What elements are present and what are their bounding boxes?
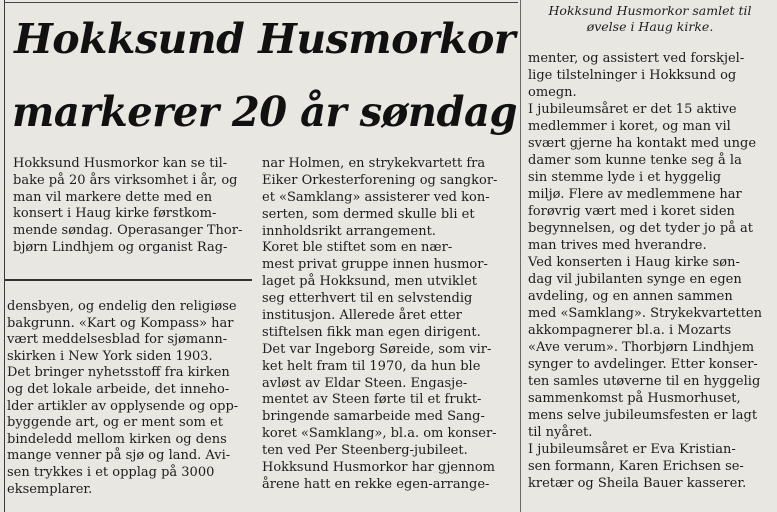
text-line: akkompagnerer bl.a. i Mozarts (528, 323, 732, 338)
text-line: mest privat gruppe innen husmor- (262, 257, 488, 273)
text-line: lige tilstelninger i Hokksund og (528, 68, 737, 83)
text-line: seg etterhvert til en selvstendig (262, 291, 473, 307)
left-border-rule (4, 0, 5, 512)
text-line: stiftelsen fikk man egen dirigent. (262, 324, 481, 340)
text-line: medlemmer i koret, og man vil (528, 119, 731, 134)
text-line: man vil markere dette med en (13, 189, 213, 205)
text-line: man trives med hverandre. (528, 238, 707, 253)
text-line: sammenkomst på Husmorhuset, (528, 391, 741, 406)
text-line: mende søndag. Operasanger Thor- (13, 223, 243, 239)
text-line: mens selve jubileumsfesten er lagt (528, 408, 758, 423)
text-line: ten ved Per Steenberg-jubileet. (262, 443, 468, 459)
section-divider-rule (5, 279, 252, 281)
text-line: og det lokale arbeide, det inneho- (7, 381, 230, 397)
text-line: til nyåret. (528, 425, 593, 440)
text-line: avdeling, og en annen sammen (528, 289, 733, 304)
text-line: «Ave verum». Thorbjørn Lindhjem (528, 340, 755, 355)
text-line: svært gjerne ha kontakt med unge (528, 136, 757, 151)
text-line: ten samles utøverne til en hyggelig (528, 374, 761, 389)
text-line: kretær og Sheila Bauer kasserer. (528, 476, 747, 491)
text-line: sin stemme lyde i et hyggelig (528, 170, 722, 185)
text-line: bjørn Lindhjem og organist Rag- (13, 239, 228, 255)
text-line: Hokksund Husmorkor har gjennom (262, 460, 496, 476)
text-line: institusjon. Allerede året etter (262, 308, 462, 324)
text-line: byggende art, og er ment som et (7, 415, 223, 431)
text-line: vært meddelsesblad for sjømann- (7, 332, 228, 348)
text-line: ket helt fram til 1970, da hun ble (262, 358, 481, 374)
text-line: begynnelsen, og det tyder jo på at (528, 221, 754, 236)
column-a-top-text (13, 156, 253, 257)
text-line: innholdsrikt arrangement. (262, 223, 436, 239)
text-line: koret «Samklang», bl.a. om konser- (262, 426, 497, 442)
text-line: mentet av Steen førte til et frukt- (262, 392, 482, 408)
text-line: nar Holmen, en strykekvartett fra (262, 156, 486, 171)
text-line: et «Samklang» assisterer ved kon- (262, 189, 490, 205)
column-a-bottom-text (7, 299, 253, 498)
text-line: Hokksund Husmorkor kan se til- (13, 156, 228, 171)
text-line: bringende samarbeide med Sang- (262, 409, 485, 425)
text-line: sen formann, Karen Erichsen se- (528, 459, 744, 474)
text-line: synger to avdelinger. Etter konser- (528, 357, 758, 372)
text-line: I jubileumsåret er Eva Kristian- (528, 442, 736, 457)
column-c-text (528, 50, 775, 492)
text-line: bake på 20 års virksomhet i år, og (13, 172, 238, 188)
text-line: skirken i New York siden 1903. (7, 348, 213, 364)
text-line: dag vil jubilanten synge en egen (528, 272, 742, 287)
text-line: laget på Hokksund, men utviklet (262, 274, 477, 290)
headline-line-1: Hokksund Husmorkor (14, 15, 515, 63)
text-line: Koret ble stiftet som en nær- (262, 240, 453, 256)
column-b-text (262, 156, 510, 494)
caption-line: øvelse i Haug kirke. (586, 19, 714, 34)
text-line: Ved konserten i Haug kirke søn- (528, 255, 740, 270)
text-line: sen trykkes i et opplag på 3000 (7, 464, 215, 480)
text-line: med «Samklang». Strykekvartetten (528, 306, 762, 321)
text-line: miljø. Flere av medlemmene har (528, 187, 742, 202)
text-line: serten, som dermed skulle bli et (262, 206, 475, 222)
text-line: forøvrig vært med i koret siden (528, 204, 735, 219)
text-line: menter, og assistert ved forskjel- (528, 51, 745, 66)
text-line: omegn. (528, 85, 577, 100)
text-line: avløst av Eldar Steen. Engasje- (262, 375, 468, 391)
text-line: lder artikler av opplysende og opp- (7, 398, 239, 414)
text-line: årene hatt en rekke egen-arrange- (262, 476, 490, 492)
text-line: damer som kunne tenke seg å la (528, 153, 742, 168)
photo-caption (524, 3, 776, 35)
headline-line-2: markerer 20 år søndag (12, 88, 518, 136)
text-line: Eiker Orkesterforening og sangkor- (262, 172, 498, 188)
caption-line: Hokksund Husmorkor samlet til (548, 3, 752, 18)
text-line: konsert i Haug kirke førstkom- (13, 206, 217, 222)
text-line: bakgrunn. «Kart og Kompass» har (7, 315, 234, 331)
text-line: I jubileumsåret er det 15 aktive (528, 102, 737, 117)
top-border-rule (4, 2, 518, 3)
text-line: Det bringer nyhetsstoff fra kirken (7, 365, 230, 381)
text-line: bindeledd mellom kirken og dens (7, 431, 227, 447)
text-line: mange venner på sjø og land. Avi- (7, 448, 231, 464)
text-line: Det var Ingeborg Søreide, som vir- (262, 341, 492, 357)
text-line: densbyen, og endelig den religiøse (7, 299, 237, 314)
text-line: eksemplarer. (7, 481, 93, 497)
column-divider-rule (520, 0, 521, 512)
